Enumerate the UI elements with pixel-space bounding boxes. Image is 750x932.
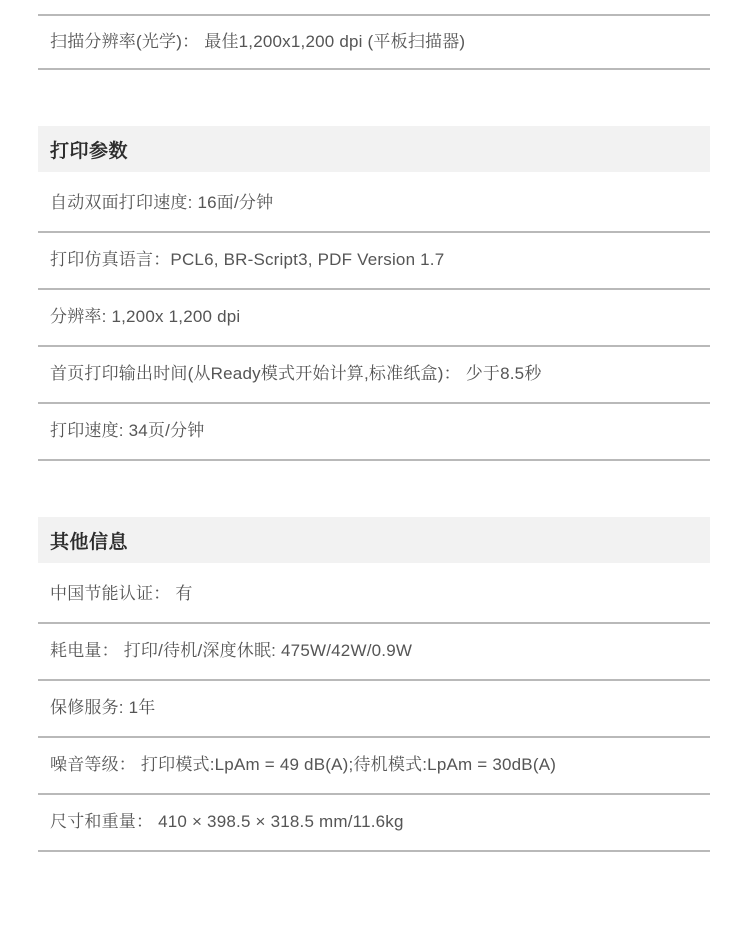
section-header-print-params [38,126,710,172]
spec-row-first-page-out-time [38,347,710,404]
spec-row-noise-level [38,738,710,795]
spec-row-text: 打印速度: 34页/分钟 [50,421,205,441]
spec-row-text: 保修服务: 1年 [50,698,156,718]
spec-row-text: 扫描分辨率(光学)： 最佳1,200x1,200 dpi (平板扫描器) [50,31,466,51]
section-other-info [38,517,710,852]
spec-row-power-consumption [38,624,710,681]
section-title: 其他信息 [50,531,129,553]
spec-row-warranty [38,681,710,738]
spec-row-text: 首页打印输出时间(从Ready模式开始计算,标准纸盒)： 少于8.5秒 [50,364,542,384]
spec-row-dimensions-weight [38,795,710,852]
spec-row-china-energy-cert [38,567,710,624]
section-print-params [38,126,710,461]
section-title: 打印参数 [50,140,129,162]
spec-row-text: 分辨率: 1,200x 1,200 dpi [50,307,241,327]
spec-row-text: 尺寸和重量： 410 × 398.5 × 318.5 mm/11.6kg [50,812,404,832]
spec-row-emulation-language [38,233,710,290]
spec-row-text: 耗电量： 打印/待机/深度休眠: 475W/42W/0.9W [50,641,413,661]
spec-row-text: 打印仿真语言：PCL6, BR-Script3, PDF Version 1.7 [50,250,445,270]
spec-row-text: 自动双面打印速度: 16面/分钟 [50,193,274,213]
spec-row-text: 噪音等级： 打印模式:LpAm = 49 dB(A);待机模式:LpAm = 30dB(A) [50,755,557,775]
spec-row-print-speed [38,404,710,461]
spec-row-scan-resolution [38,14,710,70]
section-header-other-info [38,517,710,563]
spec-row-duplex-print-speed [38,176,710,233]
spec-row-text: 中国节能认证： 有 [50,584,193,604]
spec-row-resolution [38,290,710,347]
